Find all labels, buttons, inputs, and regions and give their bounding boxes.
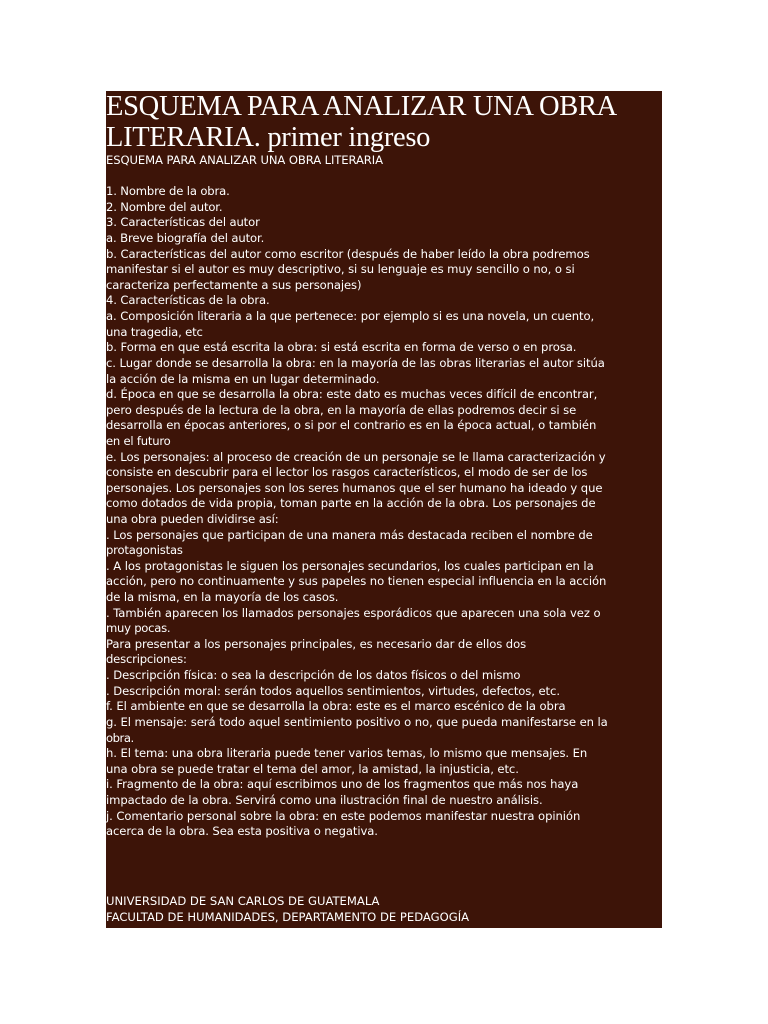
- body-line: pero después de la lectura de la obra, en la mayoría de ellas podremos decir si se: [106, 402, 577, 417]
- body-line: . Descripción moral: serán todos aquellos sentimientos, virtudes, defectos, etc.: [106, 683, 560, 698]
- body-line: 3. Características del autor: [106, 215, 260, 230]
- body-line: una tragedia, etc: [106, 324, 203, 339]
- body-line: manifestar si el autor es muy descriptivo, si su lenguaje es muy sencillo o no, o si: [106, 262, 575, 277]
- body-line: en el futuro: [106, 433, 171, 448]
- body-line: impactado de la obra. Servirá como una ilustración final de nuestro análisis.: [106, 792, 543, 807]
- body-line: c. Lugar donde se desarrolla la obra: en la mayoría de las obras literarias el autor sitúa: [106, 355, 605, 370]
- body-line: b. Características del autor como escritor (después de haber leído la obra podremos: [106, 246, 590, 261]
- blank-line: [106, 169, 662, 185]
- footer-faculty: FACULTAD DE HUMANIDADES, DEPARTAMENTO DE PEDAGOGÍA: [106, 909, 470, 924]
- body-line: d. Época en que se desarrolla la obra: este dato es muchas veces difícil de encontrar,: [106, 387, 598, 402]
- document-subheading: ESQUEMA PARA ANALIZAR UNA OBRA LITERARIA: [106, 153, 383, 167]
- body-line: j. Comentario personal sobre la obra: en este podemos manifestar nuestra opinión: [106, 808, 581, 823]
- body-line: . A los protagonistas le siguen los personajes secundarios, los cuales participan en la: [106, 558, 594, 573]
- document-footer: [106, 894, 469, 925]
- body-line: una obra se puede tratar el tema del amor, la amistad, la injusticia, etc.: [106, 761, 519, 776]
- body-line: como dotados de vida propia, toman parte en la acción de la obra. Los personajes de: [106, 496, 596, 511]
- body-line: obra.: [106, 730, 134, 745]
- body-line: 1. Nombre de la obra.: [106, 184, 230, 199]
- document-body: [106, 169, 662, 840]
- body-line: descripciones:: [106, 652, 187, 667]
- body-line: . Los personajes que participan de una manera más destacada reciben el nombre de: [106, 527, 593, 542]
- body-line: a. Composición literaria a la que pertenece: por ejemplo si es una novela, un cuento,: [106, 309, 595, 324]
- document-panel: [106, 91, 662, 928]
- title-line-1: ESQUEMA PARA ANALIZAR UNA OBRA: [106, 91, 617, 122]
- body-line: consiste en descubrir para el lector los rasgos característicos, el modo de ser de los: [106, 465, 588, 480]
- body-line: protagonistas: [106, 543, 183, 558]
- body-line: a. Breve biografía del autor.: [106, 231, 265, 246]
- body-line: personajes. Los personajes son los seres humanos que el ser humano ha ideado y que: [106, 480, 603, 495]
- body-line: g. El mensaje: será todo aquel sentimiento positivo o no, que pueda manifestarse en la: [106, 714, 608, 729]
- body-line: . También aparecen los llamados personajes esporádicos que aparecen una sola vez o: [106, 605, 601, 620]
- body-line: muy pocas.: [106, 621, 171, 636]
- title-line-2: LITERARIA. primer ingreso: [106, 122, 431, 153]
- document-title: [106, 91, 662, 153]
- body-line: la acción de la misma en un lugar determinado.: [106, 371, 380, 386]
- body-line: una obra pueden dividirse así:: [106, 512, 279, 526]
- body-line: Para presentar a los personajes principales, es necesario dar de ellos dos: [106, 636, 527, 651]
- body-line: b. Forma en que está escrita la obra: si está escrita en forma de verso o en prosa.: [106, 340, 577, 355]
- body-line: f. El ambiente en que se desarrolla la obra: este es el marco escénico de la obra: [106, 699, 566, 714]
- body-line: h. El tema: una obra literaria puede tener varios temas, lo mismo que mensajes. En: [106, 746, 588, 761]
- body-line: caracteriza perfectamente a sus personajes): [106, 277, 362, 292]
- body-line: 4. Características de la obra.: [106, 293, 270, 308]
- body-line: . Descripción física: o sea la descripción de los datos físicos o del mismo: [106, 668, 521, 683]
- footer-university: UNIVERSIDAD DE SAN CARLOS DE GUATEMALA: [106, 894, 380, 908]
- body-line: desarrolla en épocas anteriores, o si por el contrario es en la época actual, o también: [106, 418, 597, 433]
- body-line: i. Fragmento de la obra: aquí escribimos uno de los fragmentos que más nos haya: [106, 777, 579, 792]
- body-line: de la misma, en la mayoría de los casos.: [106, 590, 339, 605]
- body-line: acerca de la obra. Sea esta positiva o negativa.: [106, 824, 378, 839]
- body-line: acción, pero no continuamente y sus papeles no tienen especial influencia en la acción: [106, 574, 607, 589]
- body-line: e. Los personajes: al proceso de creación de un personaje se le llama caracterización y: [106, 449, 606, 464]
- body-line: 2. Nombre del autor.: [106, 199, 223, 214]
